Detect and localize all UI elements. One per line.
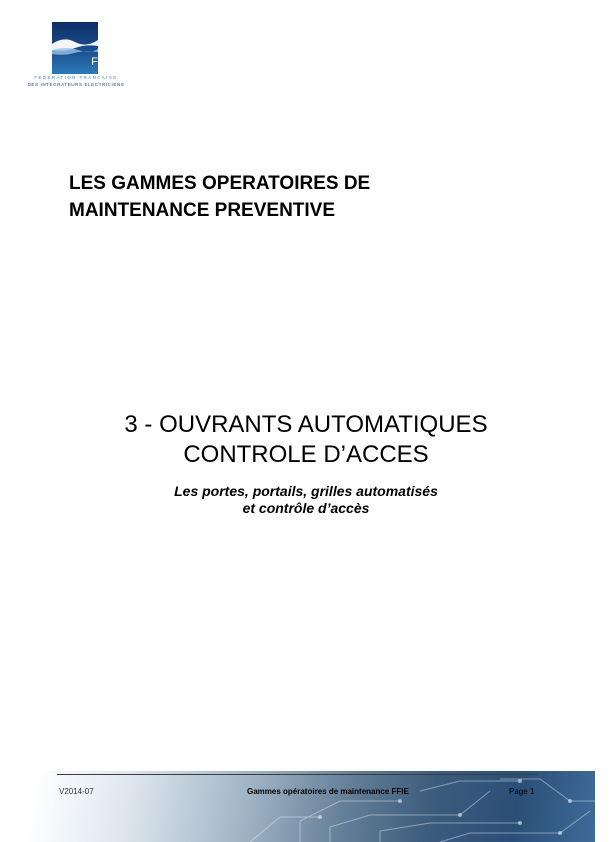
logo-caption-line1: FEDERATION FRANCAISE (34, 75, 118, 80)
logo-mark (52, 22, 119, 74)
title-line-2: MAINTENANCE PREVENTIVE (69, 200, 336, 221)
circuit-pattern-icon (0, 771, 595, 842)
footer-document-name: Gammes opératoires de maintenance FFIE (247, 787, 409, 796)
subtitle-line-2: et contrôle d’accès (242, 500, 370, 516)
chapter-line-2: CONTROLE D’ACCES (183, 441, 429, 468)
chapter-line-1: 3 - OUVRANTS AUTOMATIQUES (124, 411, 488, 438)
page-footer (0, 771, 595, 842)
logo-text: FFIE (91, 56, 119, 68)
title-line-1: LES GAMMES OPERATOIRES DE (69, 173, 371, 194)
chapter-subtitle (0, 483, 612, 517)
footer-page-number: Page 1 (509, 787, 535, 796)
document-title (69, 170, 549, 224)
chapter-title (0, 410, 612, 470)
subtitle-line-1: Les portes, portails, grilles automatisés (174, 483, 438, 499)
footer-rule (57, 774, 537, 775)
logo-caption-line2: DES INTEGRATEURS ELECTRICIENS (27, 82, 125, 87)
footer-version: V2014-07 (59, 787, 94, 796)
ffie-logo (22, 20, 130, 92)
